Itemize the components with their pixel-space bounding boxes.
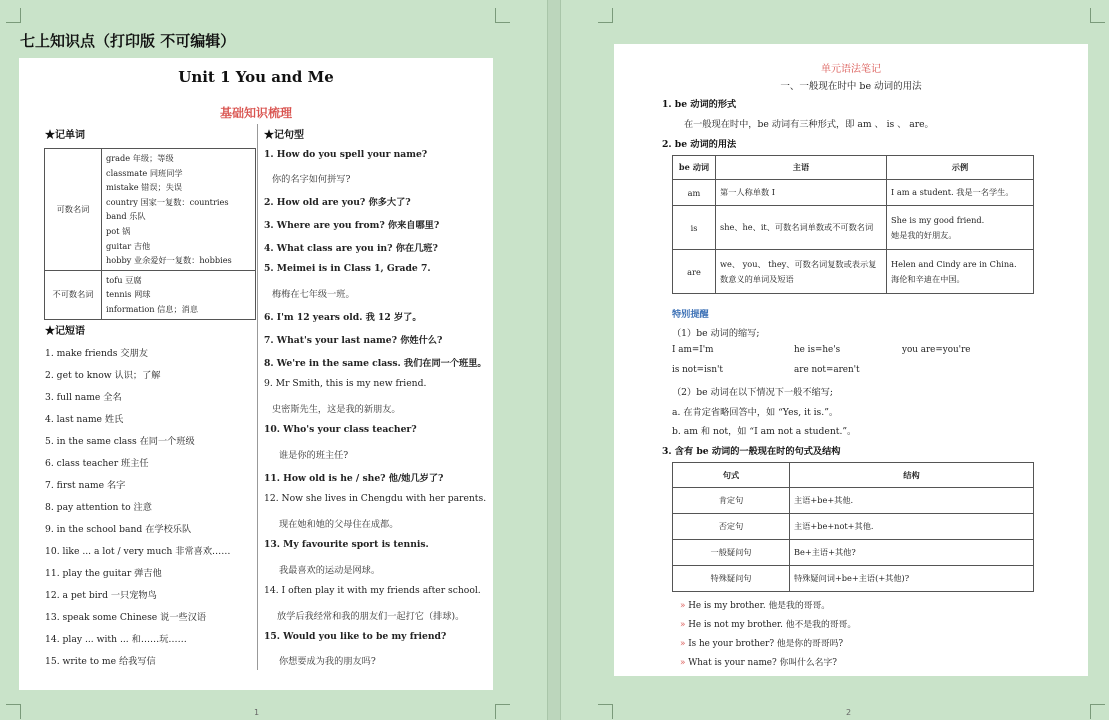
type-cell: 一般疑问句: [673, 540, 790, 566]
example-cell: I am a student. 我是一名学生。: [887, 180, 1034, 206]
example-item: [680, 617, 856, 630]
sentence-en: 12. Now she lives in Chengdu with her parents.: [264, 493, 487, 504]
crop-mark: [495, 8, 510, 23]
reminder-2b: b. am 和 not，如 “I am not a student.”。: [672, 426, 857, 437]
sentence-cn: 梅梅在七年级一班。: [272, 289, 355, 300]
be-cell: am: [673, 180, 716, 206]
contraction: are not=aren't: [794, 365, 860, 375]
structure-cell: Be+主语+其他?: [790, 540, 1034, 566]
unit-title: Unit 1 You and Me: [178, 68, 334, 86]
vocab-word: guitar 吉他: [106, 240, 151, 251]
countable-words: [102, 149, 256, 271]
reminder-1: （1）be 动词的缩写;: [672, 328, 760, 339]
crop-mark: [1090, 704, 1105, 719]
phrase-item: 8. pay attention to 注意: [45, 502, 152, 513]
phrase-item: 11. play the guitar 弹吉他: [45, 568, 162, 579]
s1-heading: 1. be 动词的形式: [662, 99, 737, 110]
grammar-subtitle: 一、一般现在时中 be 动词的用法: [780, 81, 922, 92]
sentence-en: 4. What class are you in? 你在几班?: [264, 243, 438, 254]
sentence-cn: 你想要成为我的朋友吗?: [279, 656, 376, 667]
table-row: [673, 180, 1034, 206]
sentence-en: 1. How do you spell your name?: [264, 149, 428, 160]
uncountable-label: 不可数名词: [45, 270, 102, 319]
sentence-en: 9. Mr Smith, this is my new friend.: [264, 378, 427, 389]
sentence-cn: 史密斯先生，这是我的新朋友。: [272, 404, 401, 415]
vocab-word: country 国家一复数：countries: [106, 196, 229, 207]
s1-text: 在一般现在时中，be 动词有三种形式，即 am 、 is 、 are。: [684, 119, 934, 130]
phrase-item: 14. play ... with ... 和……玩……: [45, 634, 187, 645]
grammar-title: 单元语法笔记: [821, 64, 881, 75]
col-header: 结构: [790, 463, 1034, 488]
vocab-heading: ★记单词: [45, 130, 85, 141]
bullet-icon: »: [680, 658, 689, 668]
example-en: Helen and Cindy are in China.: [891, 258, 1017, 269]
sentence-cn: 谁是你的班主任?: [279, 450, 349, 461]
vocab-table: [44, 148, 256, 320]
sentence-en: 7. What's your last name? 你姓什么?: [264, 335, 443, 346]
col-header: 句式: [673, 463, 790, 488]
example-item: [680, 655, 837, 668]
phrase-item: 4. last name 姓氏: [45, 414, 124, 425]
table-row: [673, 540, 1034, 566]
structure-cell: 特殊疑问词+be+主语(+其他)?: [790, 566, 1034, 592]
structure-table: [672, 462, 1034, 592]
sentence-en: 15. Would you like to be my friend?: [264, 631, 447, 642]
vocab-word: classmate 同班同学: [106, 167, 183, 178]
sentence-en: 5. Meimei is in Class 1, Grade 7.: [264, 263, 431, 274]
contraction: you are=you're: [902, 345, 971, 355]
type-cell: 否定句: [673, 514, 790, 540]
vocab-word: grade 年级；等级: [106, 153, 174, 163]
sentence-en: 8. We're in the same class. 我们在同一个班里。: [264, 358, 487, 369]
s2-heading: 2. be 动词的用法: [662, 139, 737, 150]
phrase-item: 1. make friends 交朋友: [45, 348, 148, 359]
type-cell: 肯定句: [673, 488, 790, 514]
col-header: 示例: [887, 156, 1034, 180]
phrase-item: 12. a pet bird 一只宠物鸟: [45, 590, 157, 601]
s3-heading: 3. 含有 be 动词的一般现在时的句式及结构: [662, 446, 841, 457]
sentence-cn: 放学后我经常和我的朋友们一起打它（排球)。: [277, 611, 465, 622]
col-header: 主语: [716, 156, 887, 180]
phrase-item: 15. write to me 给我写信: [45, 656, 156, 667]
vocab-word: pot 锅: [106, 225, 131, 236]
phrase-item: 6. class teacher 班主任: [45, 458, 149, 469]
bullet-icon: »: [680, 639, 689, 649]
reminder-heading: 特别提醒: [672, 309, 709, 320]
table-row: [673, 514, 1034, 540]
vocab-word: information 信息；消息: [106, 303, 199, 314]
vocab-word: hobby 业余爱好一复数：hobbies: [106, 255, 232, 266]
structure-cell: 主语+be+not+其他.: [790, 514, 1034, 540]
phrase-item: 9. in the school band 在学校乐队: [45, 524, 192, 535]
example-text: What is your name? 你叫什么名字?: [688, 658, 837, 668]
table-row: [673, 488, 1034, 514]
example-item: [680, 636, 843, 649]
structure-cell: 主语+be+其他.: [790, 488, 1034, 514]
column-divider: [257, 124, 258, 670]
page-divider: [547, 0, 561, 720]
crop-mark: [495, 704, 510, 719]
example-cn: 海伦和辛迪在中国。: [891, 273, 965, 284]
sentence-en: 3. Where are you from? 你来自哪里?: [264, 220, 440, 231]
countable-label: 可数名词: [45, 149, 102, 271]
phrase-item: 3. full name 全名: [45, 392, 122, 403]
crop-mark: [598, 704, 613, 719]
vocab-word: mistake 错误；失误: [106, 182, 183, 193]
sentence-en: 2. How old are you? 你多大了?: [264, 197, 411, 208]
table-row: [673, 566, 1034, 592]
example-text: He is not my brother. 他不是我的哥哥。: [688, 620, 857, 630]
example-en: She is my good friend.: [891, 214, 985, 225]
sentence-en: 13. My favourite sport is tennis.: [264, 539, 429, 550]
example-cn: 她是我的好朋友。: [891, 229, 957, 240]
reminder-2a: a. 在肯定省略回答中，如 “Yes, it is.”。: [672, 407, 839, 418]
page-number: 2: [846, 708, 852, 717]
phrase-item: 7. first name 名字: [45, 480, 126, 491]
subject-cell: 第一人称单数 I: [716, 180, 887, 206]
page-number: 1: [254, 708, 260, 717]
sentence-en: 10. Who's your class teacher?: [264, 424, 417, 435]
phrase-item: 13. speak some Chinese 说一些汉语: [45, 612, 207, 623]
bullet-icon: »: [680, 601, 689, 611]
col-header: be 动词: [673, 156, 716, 180]
example-text: Is he your brother? 他是你的哥哥吗?: [688, 639, 844, 649]
type-cell: 特殊疑问句: [673, 566, 790, 592]
example-cell: [887, 206, 1034, 250]
sentence-en: 6. I'm 12 years old. 我 12 岁了。: [264, 312, 422, 323]
phrase-item: 2. get to know 认识；了解: [45, 370, 161, 381]
crop-mark: [6, 704, 21, 719]
example-cell: [887, 250, 1034, 294]
be-cell: are: [673, 250, 716, 294]
reminder-2: （2）be 动词在以下情况下一般不缩写;: [672, 387, 833, 398]
sentence-cn: 你的名字如何拼写?: [272, 174, 351, 185]
uncountable-words: [102, 270, 256, 319]
page-2[interactable]: [614, 44, 1088, 676]
bullet-icon: »: [680, 620, 689, 630]
sentence-en: 14. I often play it with my friends after school.: [264, 585, 481, 596]
sentence-cn: 我最喜欢的运动是网球。: [279, 565, 381, 576]
sentence-heading: ★记句型: [264, 130, 304, 141]
sentence-en: 11. How old is he / she? 他/她几岁了?: [264, 473, 444, 484]
be-verb-table: [672, 155, 1034, 294]
phrase-item: 10. like ... a lot / very much 非常喜欢……: [45, 546, 231, 557]
subject-cell: we、 you、 they、可数名词复数或表示复数意义的单词及短语: [716, 250, 887, 294]
be-cell: is: [673, 206, 716, 250]
subject-cell: she、he、it、可数名词单数或不可数名词: [716, 206, 887, 250]
contraction: he is=he's: [794, 345, 841, 355]
contraction: I am=I'm: [672, 345, 714, 355]
section-title: 基础知识梳理: [219, 106, 292, 120]
table-row: [673, 250, 1034, 294]
document-title: 七上知识点（打印版 不可编辑）: [20, 32, 236, 50]
sentence-cn: 现在她和她的父母住在成都。: [279, 519, 399, 530]
contraction: is not=isn't: [672, 365, 723, 375]
table-row: [673, 206, 1034, 250]
crop-mark: [1090, 8, 1105, 23]
vocab-word: band 乐队: [106, 211, 146, 222]
crop-mark: [6, 8, 21, 23]
vocab-word: tofu 豆腐: [106, 274, 142, 285]
vocab-word: tennis 网球: [106, 289, 151, 300]
phrase-item: 5. in the same class 在同一个班级: [45, 436, 195, 447]
crop-mark: [598, 8, 613, 23]
page-1[interactable]: [19, 58, 493, 690]
phrase-heading: ★记短语: [45, 326, 85, 337]
example-text: He is my brother. 他是我的哥哥。: [688, 601, 831, 611]
example-item: [680, 598, 830, 611]
